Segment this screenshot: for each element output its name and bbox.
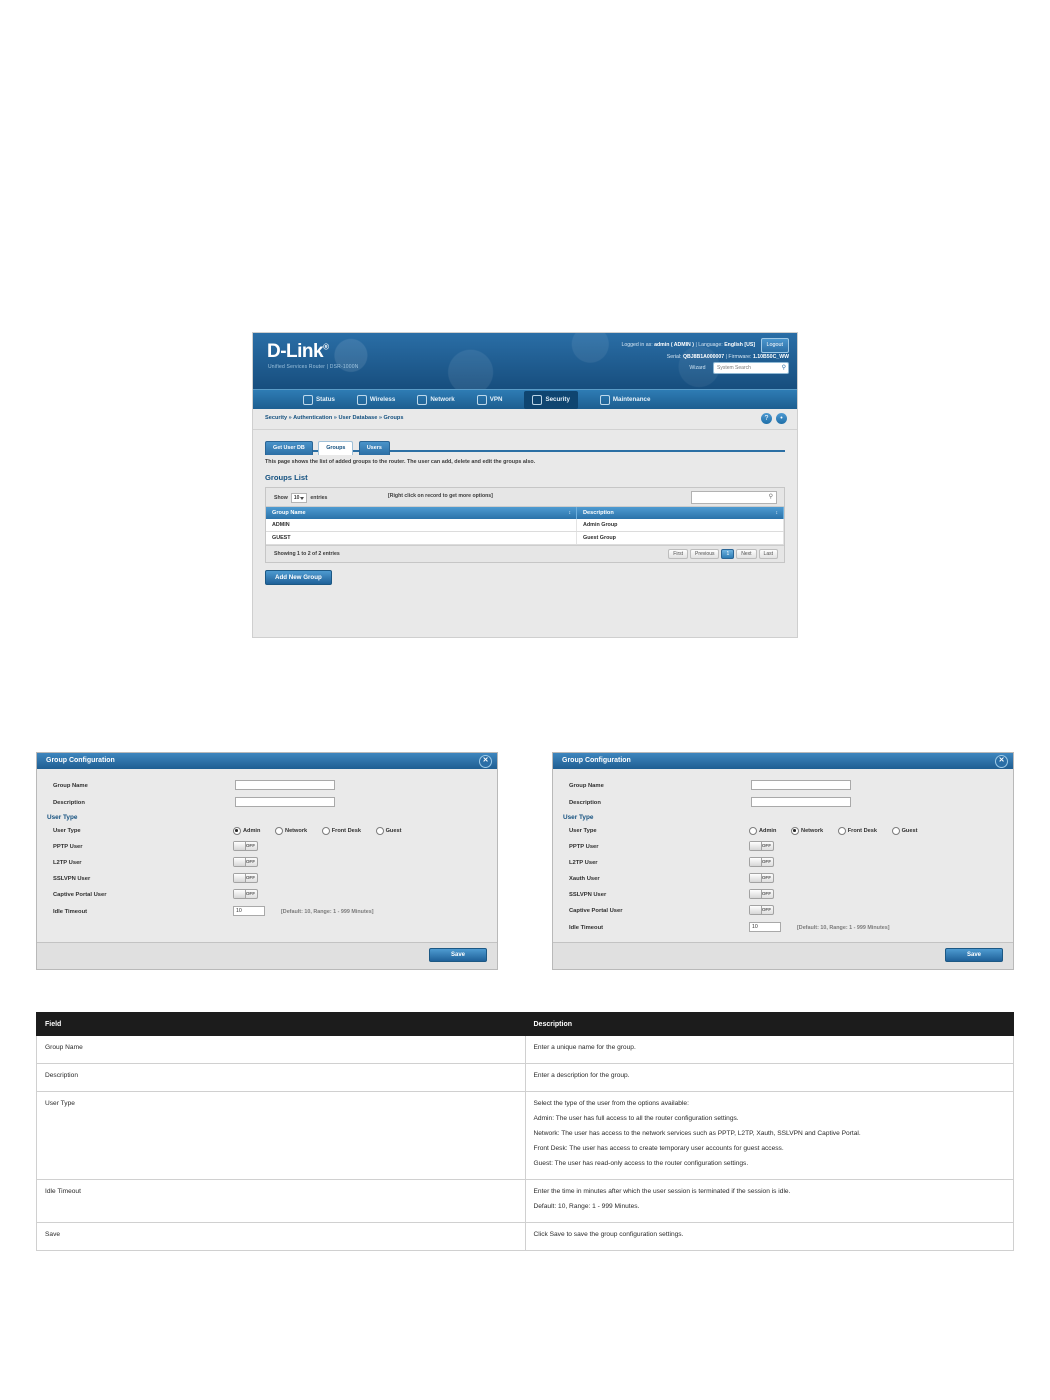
desc-row — [37, 1092, 1014, 1180]
radio-dot — [233, 827, 241, 835]
user-type-group-label: User Type — [47, 814, 78, 821]
desc-field: Save — [37, 1223, 526, 1251]
system-search-input[interactable] — [713, 362, 789, 374]
nav-label: Wireless — [369, 396, 396, 403]
lock-icon — [532, 395, 542, 405]
l2tp-user-label: L2TP User — [53, 860, 82, 866]
tab-users[interactable]: Users — [359, 441, 390, 455]
desc-text — [525, 1036, 1014, 1064]
user-type-label: User Type — [53, 828, 81, 834]
router-header — [253, 333, 797, 389]
cell-description: Guest Group — [577, 532, 784, 545]
idle-timeout-input[interactable] — [233, 906, 265, 916]
group-name-input[interactable] — [751, 780, 851, 790]
idle-timeout-value: 10 — [236, 908, 242, 914]
status-icon — [303, 395, 313, 405]
pptp-user-toggle[interactable] — [749, 841, 774, 851]
radio-label: Front Desk — [331, 828, 361, 834]
radio-guest[interactable] — [892, 827, 918, 835]
nav-item-security[interactable] — [524, 391, 577, 409]
tab-get-user-db[interactable]: Get User DB — [265, 441, 313, 455]
radio-network[interactable] — [275, 827, 307, 835]
breadcrumb: Security » Authentication » User Database » Groups — [265, 415, 404, 421]
radio-admin[interactable] — [233, 827, 260, 835]
breadcrumb-bar — [253, 409, 797, 430]
dialog-body — [37, 769, 497, 969]
wizard-link[interactable]: Wizard — [689, 365, 706, 372]
toggle-state: OFF — [761, 891, 771, 896]
radio-dot — [322, 827, 330, 835]
close-icon[interactable]: ✕ — [995, 755, 1008, 768]
radio-guest[interactable] — [376, 827, 402, 835]
close-icon[interactable]: ✕ — [479, 755, 492, 768]
description-input[interactable] — [235, 797, 335, 807]
save-button[interactable]: Save — [945, 948, 1003, 962]
cell-group-name: ADMIN — [266, 519, 577, 532]
toggle-knob — [234, 858, 246, 866]
system-search-placeholder: System Search — [717, 365, 751, 371]
radio-dot — [791, 827, 799, 835]
serial-label: Serial: — [666, 354, 682, 360]
tab-bar — [265, 436, 797, 450]
router-ui-screenshot — [252, 332, 798, 638]
desc-field: Description — [37, 1064, 526, 1092]
nav-item-maintenance[interactable] — [600, 395, 650, 405]
desc-row — [37, 1180, 1014, 1223]
toggle-state: OFF — [245, 875, 255, 880]
show-entries-control — [274, 493, 327, 503]
radio-dot — [376, 827, 384, 835]
sslvpn-user-label: SSLVPN User — [53, 876, 91, 882]
firmware-value: 1.10B50C_WW — [752, 354, 789, 360]
help-icon-group — [761, 413, 787, 424]
idle-timeout-input[interactable] — [749, 922, 781, 932]
gear-icon — [600, 395, 610, 405]
group-configuration-dialog-admin — [36, 752, 498, 970]
dialog-footer — [553, 942, 1013, 969]
idle-timeout-label: Idle Timeout — [53, 909, 88, 915]
desc-paragraph: Admin: The user has full access to all the router configuration settings. — [533, 1115, 739, 1122]
radio-label: Guest — [901, 828, 918, 834]
search-icon: ⚲ — [768, 494, 773, 500]
xauth-user-toggle[interactable] — [749, 873, 774, 883]
language-label: | Language: — [695, 342, 723, 348]
firmware-label: | Firmware: — [725, 354, 752, 360]
dialog-title-bar — [37, 753, 497, 769]
pagination-first[interactable]: First — [668, 549, 688, 559]
page-description: This page shows the list of added groups to the router. The user can add, delete and edit the groups also. — [265, 459, 536, 465]
sslvpn-user-toggle[interactable] — [233, 873, 258, 883]
l2tp-user-toggle[interactable] — [233, 857, 258, 867]
radio-dot — [892, 827, 900, 835]
desc-paragraph: Enter a unique name for the group. — [533, 1044, 636, 1051]
radio-label: Network — [285, 828, 308, 834]
tab-groups[interactable]: Groups — [318, 441, 353, 455]
language-value: English [US] — [724, 342, 756, 348]
dlink-logo: D-Link® — [267, 341, 329, 362]
group-configuration-dialog-network — [552, 752, 1014, 970]
captive-portal-user-toggle[interactable] — [233, 889, 258, 899]
nav-label: Security — [545, 396, 570, 403]
main-navigation — [253, 389, 797, 409]
info-icon[interactable]: • — [776, 413, 787, 424]
sslvpn-user-label: SSLVPN User — [569, 892, 607, 898]
pagination-next[interactable]: Next — [736, 549, 756, 559]
logged-in-value: admin ( ADMIN ) — [654, 342, 694, 348]
radio-label: Network — [801, 828, 824, 834]
toggle-state: OFF — [245, 859, 255, 864]
toggle-knob — [234, 890, 246, 898]
desc-paragraph: Front Desk: The user has access to create temporary user accounts for guest access. — [533, 1145, 784, 1152]
l2tp-user-toggle[interactable] — [749, 857, 774, 867]
nav-item-network[interactable] — [417, 395, 454, 405]
toggle-knob — [750, 906, 762, 914]
idle-timeout-label: Idle Timeout — [569, 925, 604, 931]
nav-label: Status — [316, 396, 335, 403]
serial-value: QBJ8B1A000007 — [682, 354, 725, 360]
right-click-hint: [Right click on record to get more options] — [388, 493, 493, 499]
toggle-knob — [234, 874, 246, 882]
logged-in-line — [622, 338, 790, 353]
captive-portal-user-label: Captive Portal User — [53, 892, 107, 898]
wireless-icon — [357, 395, 367, 405]
l2tp-user-label: L2TP User — [569, 860, 598, 866]
toggle-state: OFF — [761, 907, 771, 912]
xauth-user-label: Xauth User — [569, 876, 600, 882]
table-header-row — [266, 507, 784, 519]
radio-label: Admin — [759, 828, 777, 834]
pptp-user-label: PPTP User — [53, 844, 83, 850]
radio-front-desk[interactable] — [838, 827, 877, 835]
pagination-page-1[interactable]: 1 — [721, 549, 734, 559]
desc-text — [525, 1064, 1014, 1092]
desc-header-description: Description — [525, 1013, 1014, 1036]
toggle-knob — [750, 842, 762, 850]
column-description[interactable] — [577, 507, 784, 519]
header-info-area — [622, 338, 790, 374]
nav-item-wireless[interactable] — [357, 395, 395, 405]
desc-text — [525, 1092, 1014, 1180]
add-new-group-button[interactable]: Add New Group — [265, 570, 332, 585]
toggle-state: OFF — [761, 843, 771, 848]
user-type-radio-group — [233, 827, 414, 837]
idle-timeout-value: 10 — [752, 924, 758, 930]
captive-portal-user-label: Captive Portal User — [569, 908, 623, 914]
sort-icon: ↕ — [775, 510, 778, 516]
showing-entries-text: Showing 1 to 2 of 2 entries — [274, 551, 340, 557]
pagination-previous[interactable]: Previous — [690, 549, 719, 559]
pagination-last[interactable]: Last — [759, 549, 778, 559]
desc-row — [37, 1036, 1014, 1064]
column-group-name[interactable] — [266, 507, 577, 519]
idle-timeout-hint: [Default: 10, Range: 1 - 999 Minutes] — [797, 925, 890, 931]
description-input[interactable] — [751, 797, 851, 807]
save-button[interactable]: Save — [429, 948, 487, 962]
toggle-knob — [750, 874, 762, 882]
serial-line — [622, 353, 790, 362]
vpn-icon — [477, 395, 487, 405]
desc-header-row — [37, 1013, 1014, 1036]
list-search-input[interactable] — [691, 491, 777, 504]
radio-dot — [749, 827, 757, 835]
toggle-state: OFF — [761, 859, 771, 864]
group-name-input[interactable] — [235, 780, 335, 790]
desc-text — [525, 1223, 1014, 1251]
desc-row — [37, 1223, 1014, 1251]
groups-list-panel — [265, 487, 785, 563]
groups-table — [266, 507, 784, 545]
field-description-table — [36, 1012, 1014, 1251]
radio-label: Front Desk — [847, 828, 877, 834]
section-title: Groups List — [265, 473, 308, 482]
desc-field: User Type — [37, 1092, 526, 1180]
cell-description: Admin Group — [577, 519, 784, 532]
captive-portal-user-toggle[interactable] — [749, 905, 774, 915]
radio-label: Guest — [385, 828, 402, 834]
desc-paragraph: Default: 10, Range: 1 - 999 Minutes. — [533, 1203, 640, 1210]
desc-text — [525, 1180, 1014, 1223]
wizard-search-line — [622, 362, 790, 374]
list-toolbar — [266, 488, 784, 507]
sort-icon: ↕ — [568, 510, 571, 516]
pagination — [668, 549, 778, 559]
desc-field: Group Name — [37, 1036, 526, 1064]
desc-paragraph: Select the type of the user from the options available: — [533, 1100, 689, 1107]
column-label: Description — [583, 510, 614, 516]
radio-admin[interactable] — [749, 827, 776, 835]
desc-paragraph: Guest: The user has read-only access to the router configuration settings. — [533, 1160, 749, 1167]
idle-timeout-hint: [Default: 10, Range: 1 - 999 Minutes] — [281, 909, 374, 915]
toggle-state: OFF — [245, 891, 255, 896]
logged-in-label: Logged in as: — [621, 342, 653, 348]
radio-label: Admin — [243, 828, 261, 834]
logout-button[interactable]: Logout — [761, 338, 790, 353]
radio-dot — [838, 827, 846, 835]
entries-per-page-select[interactable]: 10 — [291, 493, 308, 503]
user-type-radio-group — [749, 827, 930, 837]
description-label: Description — [53, 800, 85, 806]
user-type-group-label: User Type — [563, 814, 594, 821]
cell-group-name: GUEST — [266, 532, 577, 545]
group-name-label: Group Name — [53, 783, 88, 789]
trademark-symbol: ® — [323, 342, 329, 352]
nav-label: Maintenance — [612, 396, 651, 403]
toggle-knob — [234, 842, 246, 850]
help-icon[interactable]: ? — [761, 413, 772, 424]
radio-dot — [275, 827, 283, 835]
network-icon — [417, 395, 427, 405]
pptp-user-toggle[interactable] — [233, 841, 258, 851]
user-type-label: User Type — [569, 828, 597, 834]
dialog-footer — [37, 942, 497, 969]
dialog-title: Group Configuration — [46, 757, 115, 764]
nav-label: Network — [430, 396, 455, 403]
entries-label: entries — [310, 495, 328, 501]
product-subtitle: Unified Services Router | DSR-1000N — [268, 364, 359, 370]
dialog-body — [553, 769, 1013, 969]
desc-paragraph: Network: The user has access to the network services such as PPTP, L2TP, Xauth, SSLVPN and Captive Portal. — [533, 1130, 861, 1137]
description-label: Description — [569, 800, 601, 806]
desc-row — [37, 1064, 1014, 1092]
toggle-knob — [750, 890, 762, 898]
toggle-state: OFF — [761, 875, 771, 880]
desc-header-field: Field — [37, 1013, 526, 1036]
sslvpn-user-toggle[interactable] — [749, 889, 774, 899]
toggle-knob — [750, 858, 762, 866]
dialog-title: Group Configuration — [562, 757, 631, 764]
group-name-label: Group Name — [569, 783, 604, 789]
desc-paragraph: Enter the time in minutes after which the user session is terminated if the session is idle. — [533, 1188, 791, 1195]
toggle-state: OFF — [245, 843, 255, 848]
column-label: Group Name — [272, 510, 306, 516]
table-row[interactable] — [266, 519, 784, 532]
table-row[interactable] — [266, 532, 784, 545]
desc-paragraph: Click Save to save the group configuration settings. — [533, 1231, 684, 1238]
desc-field: Idle Timeout — [37, 1180, 526, 1223]
list-footer — [266, 545, 784, 562]
nav-item-vpn[interactable] — [477, 395, 503, 405]
radio-network[interactable] — [791, 827, 823, 835]
show-label: Show — [274, 495, 288, 501]
radio-front-desk[interactable] — [322, 827, 361, 835]
desc-paragraph: Enter a description for the group. — [533, 1072, 630, 1079]
dialog-title-bar — [553, 753, 1013, 769]
pptp-user-label: PPTP User — [569, 844, 599, 850]
nav-item-status[interactable] — [303, 395, 335, 405]
nav-label: VPN — [489, 396, 503, 403]
search-icon: ⚲ — [781, 365, 786, 371]
